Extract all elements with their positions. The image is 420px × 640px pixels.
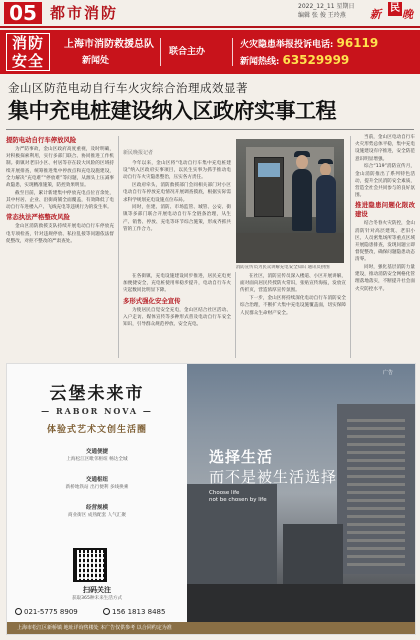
news-hotline xyxy=(240,54,349,68)
column-divider xyxy=(350,136,351,358)
ad-phones xyxy=(15,607,185,619)
column-banner xyxy=(0,30,420,74)
building-shape xyxy=(283,524,343,584)
charging-screen xyxy=(258,163,280,177)
ad-footer: 上海市松江区新桥镇 地址详询售楼处 本广告仅供参考 以合同约定为准 xyxy=(7,622,415,634)
article-paragraph: 今年以来，金山区将“电动自行车集中充电桩建设”纳入区政府实事项目，以民生实事为抓手推动电动自行车火灾隐患整治，压实各方责任。 xyxy=(123,161,231,181)
article-subheading: 多形式强化安全宣传 xyxy=(123,296,181,305)
advertisement xyxy=(6,363,416,635)
ad-title: 云堡未来市 xyxy=(49,384,145,404)
ad-info-panel xyxy=(7,364,187,634)
ad-phone-number: 156 1813 8485 xyxy=(112,608,166,616)
page-number: 05 xyxy=(4,2,42,24)
masthead xyxy=(0,0,420,26)
article-paragraph: 截至目前，累计新建集中停放充电点位百余处，其中村居、企业、沿街商铺全面覆盖，有效降低了电动自行车进楼入户、飞线充电等违规行为的发生率。 xyxy=(6,190,114,211)
news-hotline-label: 新闻热线: xyxy=(240,57,280,67)
column-divider xyxy=(118,136,119,358)
ad-feature-heading: 交通便捷 xyxy=(85,449,108,455)
qr-caption: 扫码关注 xyxy=(83,586,111,594)
article-paragraph: 在社区，消防宣传员深入楼道、小区开展讲解，面对面向居民传授防火常识，张贴宣传海报，发放宣传折页，营造浓厚宣传氛围。 xyxy=(240,274,346,294)
article-subheading: 常态执法严格整改风险 xyxy=(6,213,70,222)
article-kicker: 金山区防范电动自行车火灾综合治理成效显著 xyxy=(8,81,248,95)
firefighter-figure xyxy=(292,169,312,231)
ad-slogan-english-1: Choose life xyxy=(209,490,240,496)
ad-phone-1 xyxy=(15,607,78,618)
ad-slogan-main: 选择生活 xyxy=(209,448,274,466)
reporter-byline: 新民晚报记者 xyxy=(123,150,154,156)
building-windows xyxy=(347,416,405,566)
article-column-1 xyxy=(6,134,114,360)
column-badge xyxy=(6,33,50,71)
article-headline: 集中充电桩建设纳入区政府实事工程 xyxy=(8,99,336,123)
logo-char-2: 民 xyxy=(390,3,400,14)
article-paragraph: 综合“119”消防宣传月，金山消防推出了系列特色活动，提升全民消防安全素质，营造全社会共同参与的良好氛围。 xyxy=(355,164,415,199)
ad-feature xyxy=(7,448,187,463)
article-paragraph: 区政府牵头，消防救援部门会同相关部门对小区电动自行车停放充电情况开展调查摸底，根据实际需求科学规划充电设施点位布局。 xyxy=(123,183,231,203)
editors: 编辑 张 俊 王玲燕 xyxy=(298,12,346,19)
ad-feature-text: 商业街区 成熟配套 人气汇聚 xyxy=(67,513,127,518)
ad-phone-2 xyxy=(103,607,165,618)
section-title: 都市消防 xyxy=(50,4,119,22)
ad-slogan-sub: 而不是被生活选择 xyxy=(209,468,338,486)
masthead-rule xyxy=(0,26,420,28)
news-hotline-number: 63529999 xyxy=(282,53,350,67)
logo-char-3: 晚 xyxy=(402,8,413,21)
banner-divider xyxy=(160,38,161,66)
headline-rule xyxy=(6,129,414,130)
qr-code-pattern xyxy=(78,553,104,579)
article-subheading: 推进隐患问题化限改建设 xyxy=(355,201,415,219)
issue-date: 2022_12_11 星期日 xyxy=(298,3,355,10)
article-paragraph: 在各街镇，充电设施建设同步推进，居民充电更加便捷安全，充电桩使用率稳步提升，电动自行车火灾起数同比明显下降。 xyxy=(123,274,231,294)
column-divider xyxy=(235,272,236,358)
column-badge-line-2: 安全 xyxy=(11,52,44,70)
news-photo xyxy=(236,139,344,263)
article-subheading: 提防电动自行车停放风险 xyxy=(6,136,77,144)
ad-photo xyxy=(187,364,415,622)
ad-feature-heading: 交通枢纽 xyxy=(85,477,108,483)
photo-floor xyxy=(236,233,344,263)
hotline xyxy=(240,37,378,51)
column-badge-line-1: 消防 xyxy=(11,34,44,52)
ad-tagline: 体验式艺术文创生活圈 xyxy=(46,425,147,435)
ad-subtitle: — RABOR NOVA — xyxy=(41,406,153,416)
person-head xyxy=(296,155,308,169)
ad-feature-heading: 经营规模 xyxy=(85,505,108,511)
phone-icon xyxy=(15,608,22,615)
newspaper-logo xyxy=(370,2,418,24)
article-paragraph: 同时，强化基层消防力量建设，推动消防安全网格化管理落地落实，不断提升社会面火灾防控水平。 xyxy=(355,265,415,292)
ad-badge: 广告 xyxy=(383,370,394,376)
ad-feature xyxy=(7,476,187,491)
article-paragraph: 为严防事故，金山区政府高度重视，及时明确，对积极探索利用，实行多部门联合、协同推进工作机制。街镇对老旧小区、村居等存在较大风险的区域持续开展排查，统筹推进集中停放点和充电设施建设，全力解决“充电难”“停放难”等问题，从源头上压减事故隐患，实现精准施策，防控效果明显。 xyxy=(6,147,114,189)
article-paragraph: 结合冬春火灾防控，金山消防针对高层建筑、老旧小区、人员密集场所等重点区域开展隐患排查，发现问题立即督促整改，确保问题隐患动态清零。 xyxy=(355,221,415,263)
ad-feature xyxy=(7,504,187,519)
ground-shape xyxy=(187,584,415,622)
article-column-5 xyxy=(355,134,415,360)
qr-code-icon[interactable] xyxy=(73,548,107,582)
article-column-3 xyxy=(123,273,231,360)
ad-feature-text: 上海松江区毗邻枢纽 畅达全城 xyxy=(66,457,128,462)
ad-slogan-english-2: not be chosen by life xyxy=(209,497,267,503)
ad-phone-number: 021-5775 8909 xyxy=(24,608,78,616)
article-paragraph: 当前，金山区电动自行车火灾形势总体平稳，集中充电设施建设有序推进，安全防范意识明显增强。 xyxy=(355,135,415,162)
article-paragraph: 下一步，金山区将持续深化电动自行车消防安全综合治理，不断扩大集中充电设施覆盖面，切实保障人民群众生命财产安全。 xyxy=(240,296,346,316)
sponsor-department: 新闻处 xyxy=(82,56,110,66)
banner-divider xyxy=(232,38,233,66)
sponsor-name: 上海市消防救援总队 xyxy=(64,39,154,50)
article-paragraph: 同时，住建、消防、市场监管、城管、公安、街镇等多部门联合开展电动自行车全链条治理，从生产、销售、停放、充电等环节综合施策，形成齐抓共管的工作合力。 xyxy=(123,205,231,232)
hotline-label: 火灾隐患举报投诉电话: xyxy=(240,40,334,50)
article-paragraph: 金山区消防救援支队持续开展电动自行车停放充电专项检查，针对违规停放、私拉乱接等问题依法督促整改，对拒不整改的严肃查处。 xyxy=(6,224,114,244)
co-host-label: 联合主办 xyxy=(169,47,206,57)
hotline-number: 96119 xyxy=(336,36,379,50)
article-column-4 xyxy=(240,273,346,360)
article-paragraph: 为使居民自觉安全充电，金山区结合社区活动、入户走访、媒体宣传等多种形式普及电动自行车安全知识，引导群众规范停放、安全充电。 xyxy=(123,307,231,328)
photo-caption: 消防宣传员为民众讲解充电安全知识 通讯员供图 xyxy=(236,265,330,270)
ad-feature-text: 新桥地铁站 出行便利 多线换乘 xyxy=(65,485,129,490)
qr-subcaption: 获取365种未来生活方式 xyxy=(71,596,123,601)
article-column-2 xyxy=(123,160,231,260)
firefighter-figure xyxy=(316,175,336,233)
logo-char-1: 新 xyxy=(370,8,381,21)
phone-icon xyxy=(103,608,110,615)
